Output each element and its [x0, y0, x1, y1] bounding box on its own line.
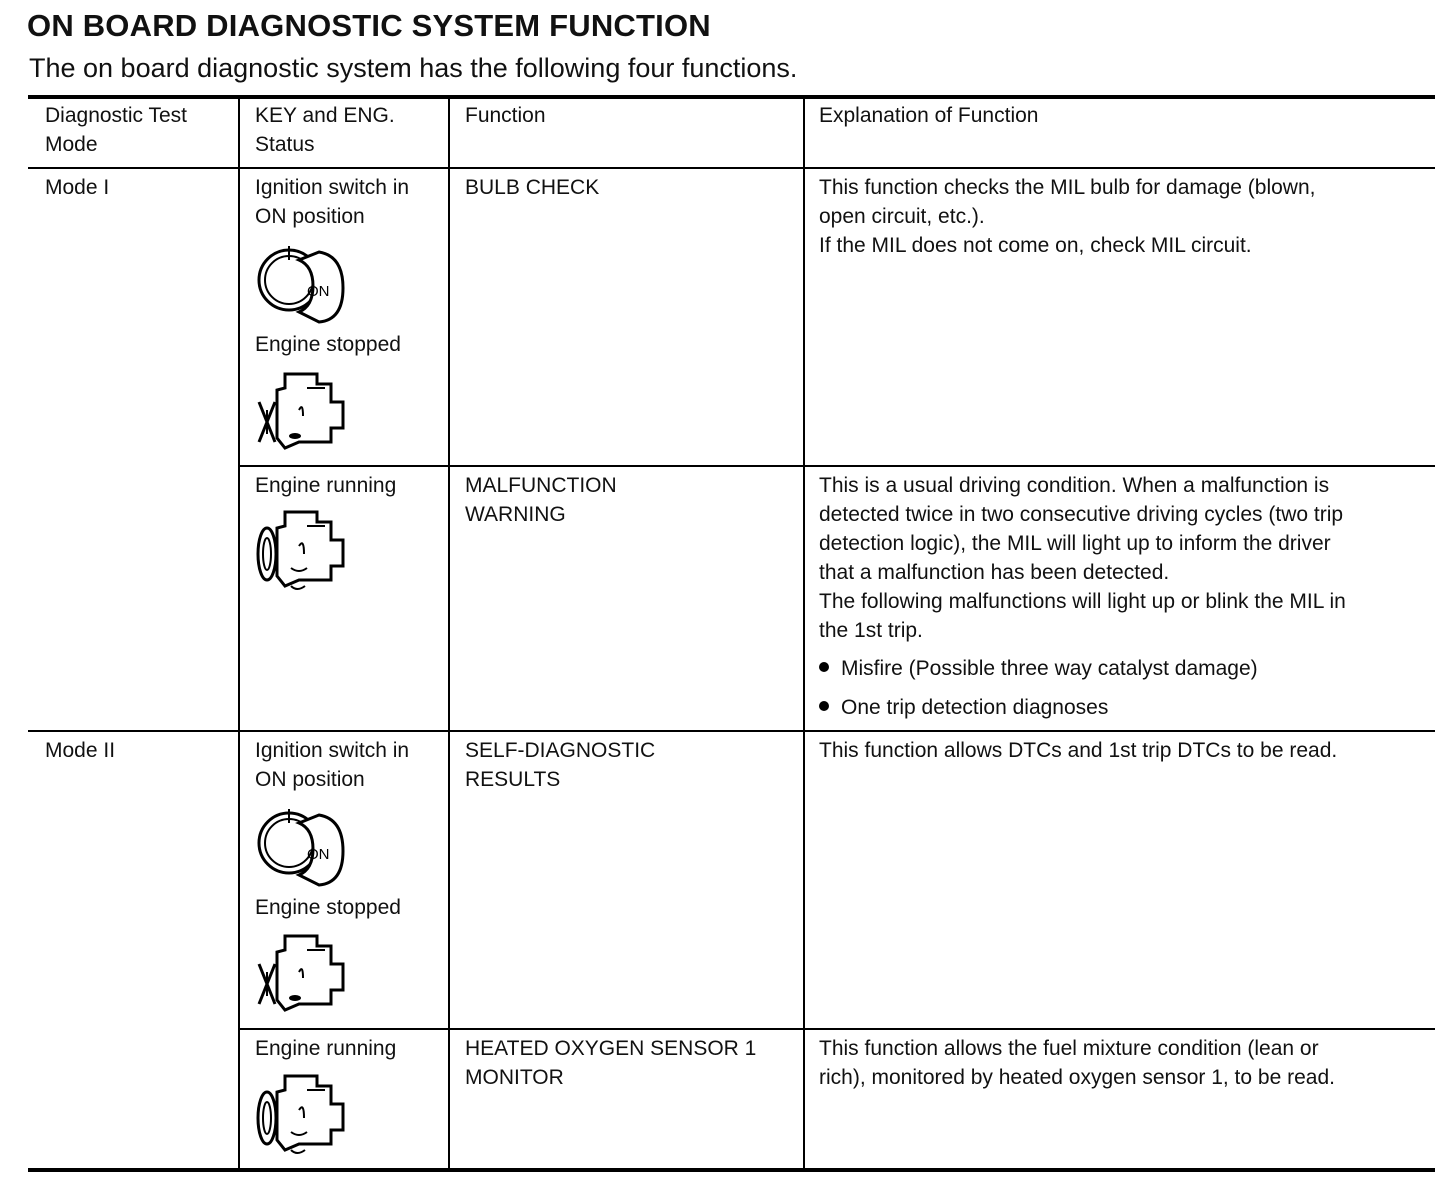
status-line: ON position [255, 205, 365, 228]
list-item [819, 693, 1108, 722]
explanation-line: This function checks the MIL bulb for damage (blown, [819, 176, 1316, 199]
explanation-line: that a malfunction has been detected. [819, 561, 1170, 584]
status-engine-stopped: Engine stopped [255, 333, 401, 356]
explanation-line: This function allows DTCs and 1st trip DTCs to be read. [819, 739, 1338, 762]
page-title: ON BOARD DIAGNOSTIC SYSTEM FUNCTION [27, 8, 711, 43]
status-engine-running: Engine running [255, 1037, 397, 1060]
engine-stopped-icon [255, 368, 347, 454]
status-engine-running: Engine running [255, 474, 397, 497]
header-explanation: Explanation of Function [819, 104, 1039, 127]
explanation-line: rich), monitored by heated oxygen sensor 1, to be read. [819, 1066, 1335, 1089]
bullet-icon [819, 701, 829, 711]
status-engine-stopped: Engine stopped [255, 896, 401, 919]
header-status-line2: Status [255, 133, 315, 156]
function-label: BULB CHECK [465, 176, 600, 199]
key-on-label: ON [307, 283, 330, 300]
status-line: ON position [255, 768, 365, 791]
bullet-text: Misfire (Possible three way catalyst damage) [841, 657, 1258, 680]
header-mode-line2: Mode [45, 133, 98, 156]
explanation-line: open circuit, etc.). [819, 205, 985, 228]
explanation-line: The following malfunctions will light up or blink the MIL in [819, 590, 1346, 613]
explanation-line: This is a usual driving condition. When a malfunction is [819, 474, 1330, 497]
explanation-line: If the MIL does not come on, check MIL circuit. [819, 234, 1252, 257]
list-item [819, 654, 1258, 683]
header-mode-line1: Diagnostic Test [45, 104, 188, 127]
header-function: Function [465, 104, 546, 127]
function-label: RESULTS [465, 768, 561, 791]
ignition-key-on-icon [255, 803, 347, 889]
mode-label: Mode I [45, 176, 110, 199]
engine-running-icon [255, 1072, 347, 1158]
status-line: Ignition switch in [255, 739, 410, 762]
row-divider-sub-1 [238, 465, 1435, 467]
function-label: WARNING [465, 503, 566, 526]
function-label: SELF-DIAGNOSTIC [465, 739, 656, 762]
explanation-line: detected twice in two consecutive driving cycles (two trip [819, 503, 1344, 526]
bullet-text: One trip detection diagnoses [841, 696, 1109, 719]
row-divider-sub-2 [238, 1028, 1435, 1030]
header-status-line1: KEY and ENG. [255, 104, 395, 127]
status-line: Ignition switch in [255, 176, 410, 199]
function-label: MONITOR [465, 1066, 564, 1089]
column-divider-1 [238, 97, 240, 1170]
explanation-line: This function allows the fuel mixture condition (lean or [819, 1037, 1319, 1060]
function-label: MALFUNCTION [465, 474, 617, 497]
mode-label: Mode II [45, 739, 116, 762]
function-label: HEATED OXYGEN SENSOR 1 [465, 1037, 757, 1060]
explanation-line: detection logic), the MIL will light up to inform the driver [819, 532, 1331, 555]
engine-running-icon [255, 508, 347, 594]
bullet-icon [819, 662, 829, 672]
explanation-line: the 1st trip. [819, 619, 923, 642]
ignition-key-on-icon [255, 240, 347, 326]
column-divider-3 [803, 97, 805, 1170]
engine-stopped-icon [255, 930, 347, 1016]
key-on-label: ON [307, 846, 330, 863]
column-divider-2 [448, 97, 450, 1170]
page-subtitle: The on board diagnostic system has the following four functions. [29, 53, 798, 83]
